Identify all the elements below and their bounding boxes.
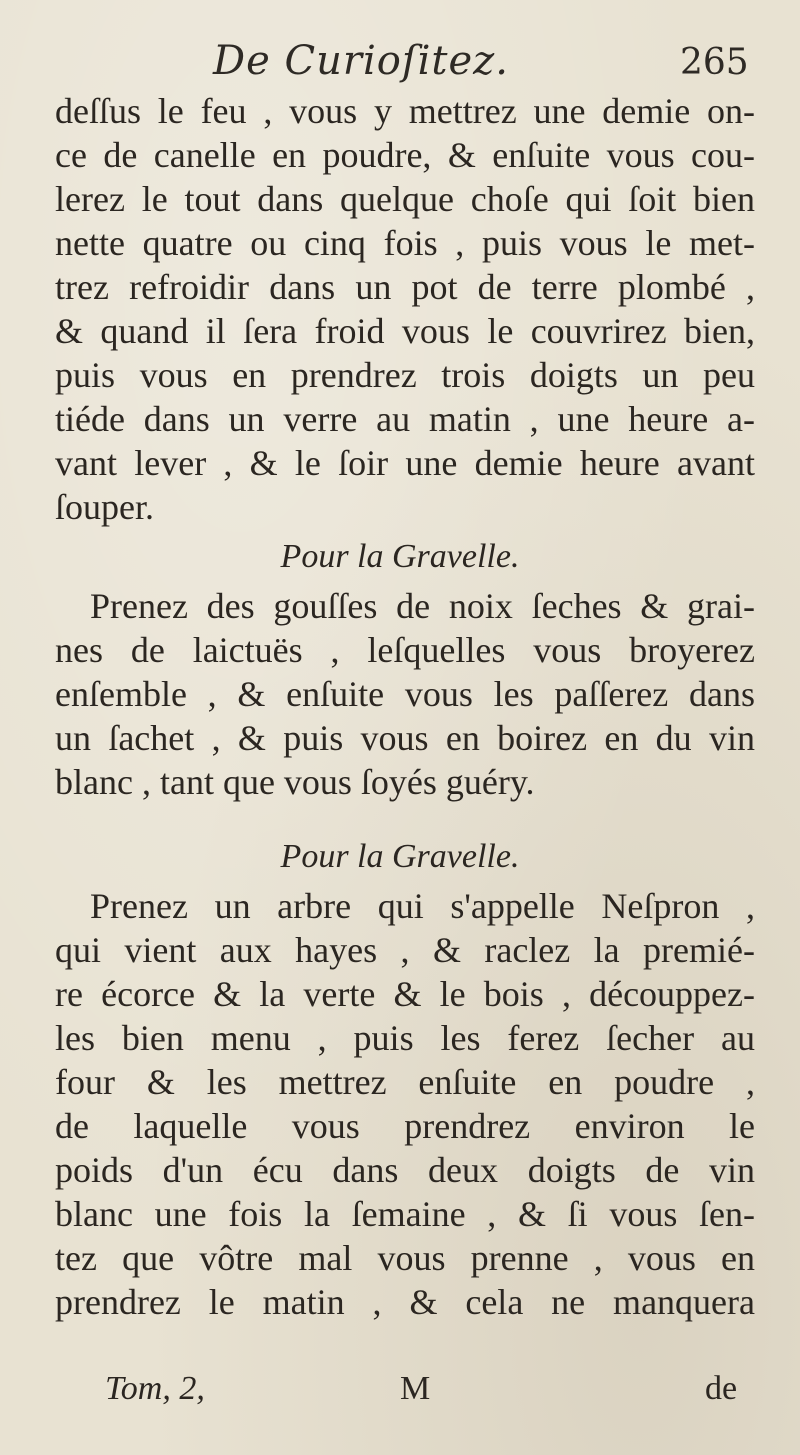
text-line: deſſus le feu , vous y mettrez une demie on- <box>55 91 755 131</box>
text-line: lerez le tout dans quelque choſe qui ſoit bien <box>55 179 755 219</box>
text-line: puis vous en prendrez trois doigts un peu <box>55 355 755 395</box>
section-heading: Pour la Gravelle. <box>280 538 520 575</box>
text-line: ſouper. <box>55 487 154 527</box>
text-line: & quand il ſera froid vous le couvrirez bien, <box>55 311 755 351</box>
text-line: de laquelle vous prendrez environ le <box>55 1106 755 1146</box>
text-line: tez que vôtre mal vous prenne , vous en <box>55 1238 755 1278</box>
footer-signature-line <box>0 1370 800 1414</box>
volume-mark: Tom, 2, <box>105 1370 205 1407</box>
text-line: poids d'un écu dans deux doigts de vin <box>55 1150 755 1190</box>
running-head <box>0 38 800 88</box>
text-line: re écorce & la verte & le bois , découppez- <box>55 974 755 1014</box>
text-line: nette quatre ou cinq fois , puis vous le met- <box>55 223 755 263</box>
text-line: Prenez des gouſſes de noix ſeches & grai- <box>90 586 755 626</box>
signature-mark: M <box>400 1370 431 1407</box>
text-line: trez refroidir dans un pot de terre plombé , <box>55 267 755 307</box>
text-line: Prenez un arbre qui s'appelle Neſpron , <box>90 886 755 926</box>
text-line: qui vient aux hayes , & raclez la premié- <box>55 930 755 970</box>
text-line: tiéde dans un verre au matin , une heure a- <box>55 399 755 439</box>
text-line: blanc une fois la ſemaine , & ſi vous ſen- <box>55 1194 755 1234</box>
section-heading: Pour la Gravelle. <box>280 838 520 875</box>
page-number: 265 <box>680 42 749 83</box>
text-line: un ſachet , & puis vous en boirez en du vin <box>55 718 755 758</box>
text-line: les bien menu , puis les ferez ſecher au <box>55 1018 755 1058</box>
text-line: prendrez le matin , & cela ne manquera <box>55 1282 755 1322</box>
running-title: De Curioſitez. <box>213 38 509 84</box>
text-line: ce de canelle en poudre, & enſuite vous cou- <box>55 135 755 175</box>
text-line: vant lever , & le ſoir une demie heure avant <box>55 443 755 483</box>
text-line: blanc , tant que vous ſoyés guéry. <box>55 762 535 802</box>
text-line: nes de laictuës , leſquelles vous broyerez <box>55 630 755 670</box>
text-line: four & les mettrez enſuite en poudre , <box>55 1062 755 1102</box>
text-line: enſemble , & enſuite vous les paſſerez dans <box>55 674 755 714</box>
catchword: de <box>705 1370 738 1407</box>
